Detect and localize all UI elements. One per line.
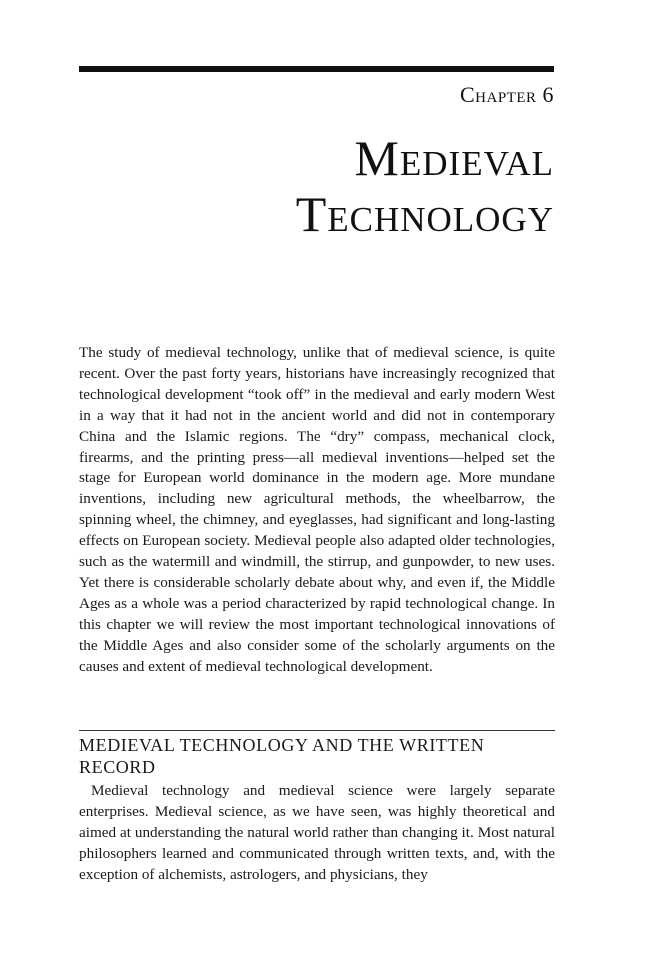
chapter-label: Chapter 6 <box>459 82 554 107</box>
section-body-paragraph: Medieval technology and medieval science were largely separate enterprises. Medieval science, as we have seen, was highly theoretical and aimed at understanding the natural world rather than changing it. Most natural philosophers learned and communicated through written texts, and, with the exception of alchemists, astrologers, and physicians, they <box>79 782 555 883</box>
chapter-title-line-2: Technology <box>295 186 554 242</box>
intro-paragraph: The study of medieval technology, unlike that of medieval science, is quite recent. Over the past forty years, historians have increasingly recognized that technological development “took off” in the medieval and early modern West in a way that it had not in the ancient world and did not in contemporary China and the Islamic regions. The “dry” compass, mechanical clock, firearms, and the printing press—all medieval inventions—helped set the stage for European world dominance in the modern age. More mundane inventions, including new agricultural methods, the wheelbarrow, the spinning wheel, the chimney, and eyeglasses, had significant and long-lasting effects on European society. Medieval people also adapted older technologies, such as the watermill and windmill, the stirrup, and gunpowder, to new uses. Yet there is considerable scholarly debate about why, and even if, the Middle Ages as a whole was a period characterized by rapid technological change. In this chapter we will review the most important technological innovations of the Middle Ages and also consider some of the scholarly arguments on the causes and extent of medieval technological development. <box>79 344 555 675</box>
top-rule <box>79 66 554 72</box>
section-rule <box>79 730 555 731</box>
chapter-title <box>114 130 554 242</box>
section-heading: MEDIEVAL TECHNOLOGY AND THE WRITTEN RECORD <box>79 735 485 777</box>
chapter-title-line-1: Medieval <box>354 130 554 186</box>
